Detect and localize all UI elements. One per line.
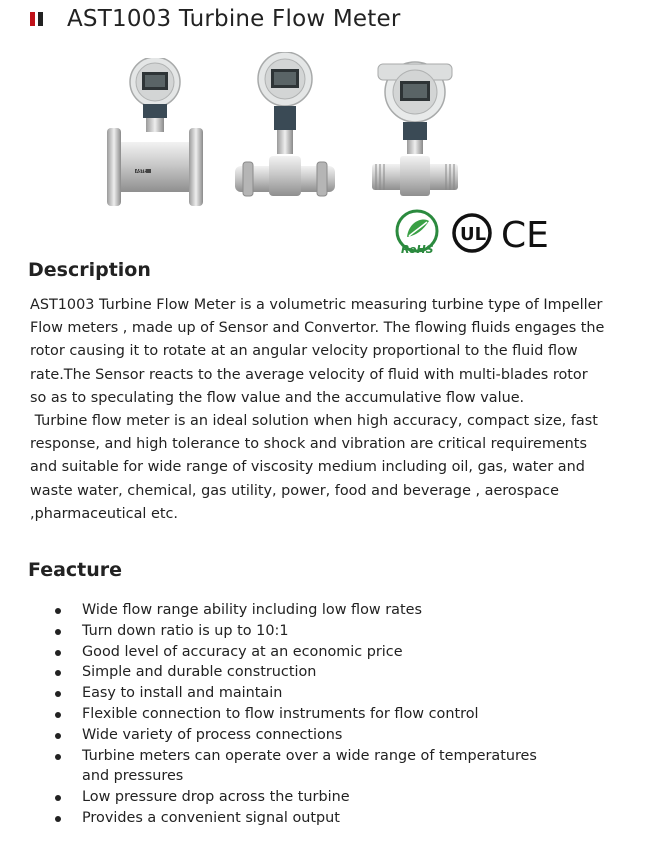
feature-item: Wide variety of process connections (52, 725, 612, 746)
feature-item: Easy to install and maintain (52, 683, 612, 704)
features-list (52, 600, 612, 829)
title-bar (30, 6, 400, 32)
bullet-icon (55, 608, 61, 614)
certification-logos (395, 209, 565, 257)
feature-item: Turn down ratio is up to 10:1 (52, 621, 612, 642)
title-marker-icon (30, 12, 43, 26)
bullet-icon (55, 670, 61, 676)
bullet-icon (55, 691, 61, 697)
description-heading: Description (28, 259, 151, 281)
rohs-badge-icon (397, 211, 437, 256)
ul-logo-icon (454, 215, 490, 251)
bullet-icon (55, 754, 61, 760)
feature-item: Low pressure drop across the turbine (52, 787, 612, 808)
flanged-turbine-flow-meter-icon (105, 58, 205, 208)
bullet-icon (55, 650, 61, 656)
description-paragraph-2: Turbine flow meter is an ideal solution when high accuracy, compact size, fast response, and high tolerance to shock and vibration are critical requirements and suitable for wide range of viscosity medium including oil, gas, water and waste water, chemical, gas utility, power, food and beverage , aerospace ,pharmaceutical etc. (30, 413, 603, 522)
page-title: AST1003 Turbine Flow Meter (67, 6, 401, 32)
ce-label: CE (501, 215, 549, 256)
feature-item: Wide flow range ability including low flow rates (52, 600, 612, 621)
ce-mark-icon (501, 215, 549, 256)
threaded-turbine-flow-meter-icon (370, 60, 460, 200)
description-body (30, 294, 605, 526)
feature-item: Provides a convenient signal output (52, 808, 612, 829)
bullet-icon (55, 795, 61, 801)
feature-item: Good level of accuracy at an economic price (52, 642, 612, 663)
feature-item: Flexible connection to flow instruments for flow control (52, 704, 612, 725)
rohs-label: RoHS (401, 243, 434, 256)
features-heading: Feacture (28, 559, 123, 581)
description-paragraph-1: AST1003 Turbine Flow Meter is a volumetric measuring turbine type of Impeller Flow meters , made up of Sensor and Convertor. The flowing fluids engages the rotor causing it to rotate at an angular velocity proportional to the fluid flow rate.The Sensor reacts to the average velocity of fluid with multi-blades rotor so as to speculating the flow value and the accumulative flow value. (30, 297, 605, 406)
bullet-icon (55, 712, 61, 718)
ul-label: UL (460, 224, 487, 245)
bullet-icon (55, 629, 61, 635)
bullet-icon (55, 733, 61, 739)
bullet-icon (55, 816, 61, 822)
nameplate-text: ASTE (136, 168, 147, 174)
feature-item: Turbine meters can operate over a wide range of temperatures and pressures (52, 746, 612, 788)
product-images (95, 52, 475, 212)
sanitary-clamp-turbine-flow-meter-icon (235, 52, 335, 202)
feature-item: Simple and durable construction (52, 662, 612, 683)
